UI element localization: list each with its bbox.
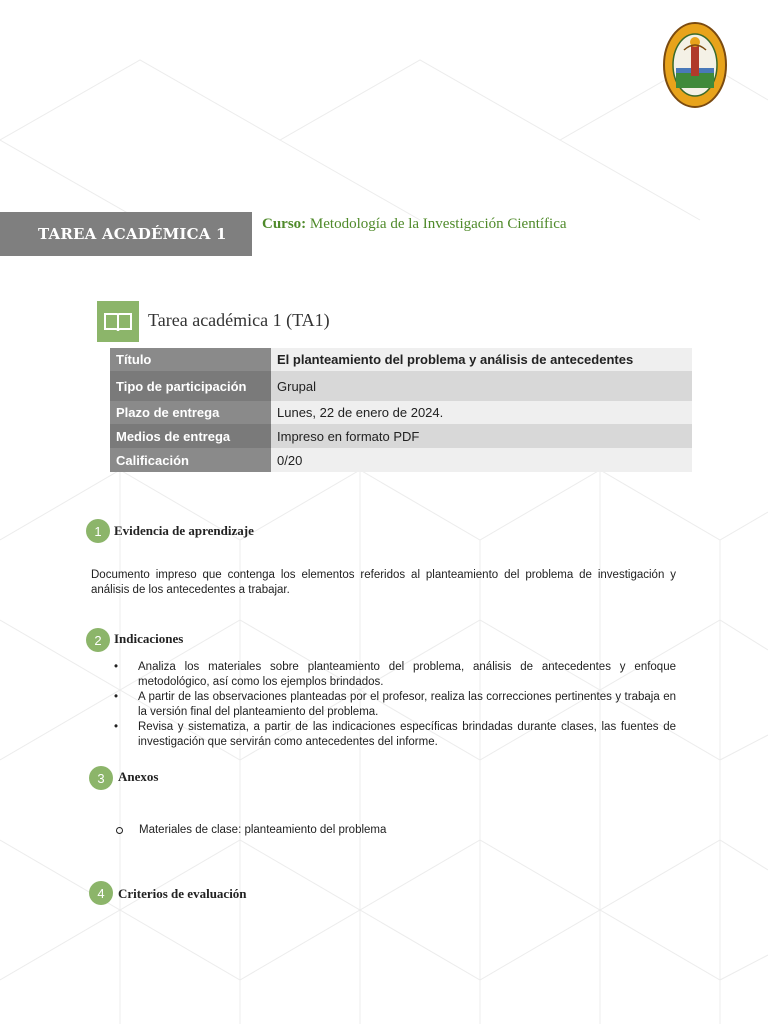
row-value: Grupal xyxy=(271,371,692,401)
list-item: • A partir de las observaciones planteadas por el profesor, realiza las correcciones pertinentes y trabaja en la versión final del planteamiento del problema. xyxy=(110,690,676,720)
annex-label: Materiales de clase: planteamiento del problema xyxy=(139,824,387,836)
task-title: Tarea académica 1 (TA1) xyxy=(148,310,330,330)
row-key: Título xyxy=(110,348,271,371)
row-value: Lunes, 22 de enero de 2024. xyxy=(271,401,692,424)
section-number-4: 4 xyxy=(89,881,113,905)
hollow-bullet-icon xyxy=(116,827,123,834)
row-key: Calificación xyxy=(110,448,271,472)
row-value: El planteamiento del problema y análisis de antecedentes xyxy=(271,348,692,371)
table-row xyxy=(110,348,692,371)
table-row xyxy=(110,371,692,401)
list-item: • Analiza los materiales sobre planteamiento del problema, análisis de antecedentes y enfoque metodológico, así como los ejemplos brindados. xyxy=(110,660,676,690)
course-line xyxy=(262,216,567,233)
indications-list xyxy=(110,660,676,750)
task-info-table xyxy=(110,348,692,472)
section-number-1: 1 xyxy=(86,519,110,543)
table-row xyxy=(110,401,692,424)
table-row xyxy=(110,448,692,472)
section-number-2: 2 xyxy=(86,628,110,652)
section-title-indications: Indicaciones xyxy=(114,631,184,646)
row-key: Tipo de participación xyxy=(110,371,271,401)
course-name: Metodología de la Investigación Científica xyxy=(309,216,567,232)
banner-label: TAREA ACADÉMICA 1 xyxy=(38,225,227,243)
row-key: Plazo de entrega xyxy=(110,401,271,424)
row-value: Impreso en formato PDF xyxy=(271,424,692,448)
section-title-evidence: Evidencia de aprendizaje xyxy=(114,523,254,538)
table-row xyxy=(110,424,692,448)
section-title-annexes: Anexos xyxy=(118,769,159,784)
course-label: Curso: xyxy=(262,216,307,232)
row-key: Medios de entrega xyxy=(110,424,271,448)
university-seal-icon xyxy=(662,20,728,110)
evidence-paragraph: Documento impreso que contenga los elementos referidos al planteamiento del problema de investigación y análisis de los antecedentes a trabajar. xyxy=(91,569,676,596)
row-value: 0/20 xyxy=(271,448,692,472)
section-number-3: 3 xyxy=(89,766,113,790)
list-item: • Revisa y sistematiza, a partir de las indicaciones específicas brindadas durante clases, las fuentes de investigación que servirán como antecedentes del informe. xyxy=(110,720,676,750)
open-book-icon xyxy=(97,301,139,342)
task-banner xyxy=(0,212,252,256)
section-title-criteria: Criterios de evaluación xyxy=(118,886,247,901)
annex-list-item xyxy=(116,824,386,836)
